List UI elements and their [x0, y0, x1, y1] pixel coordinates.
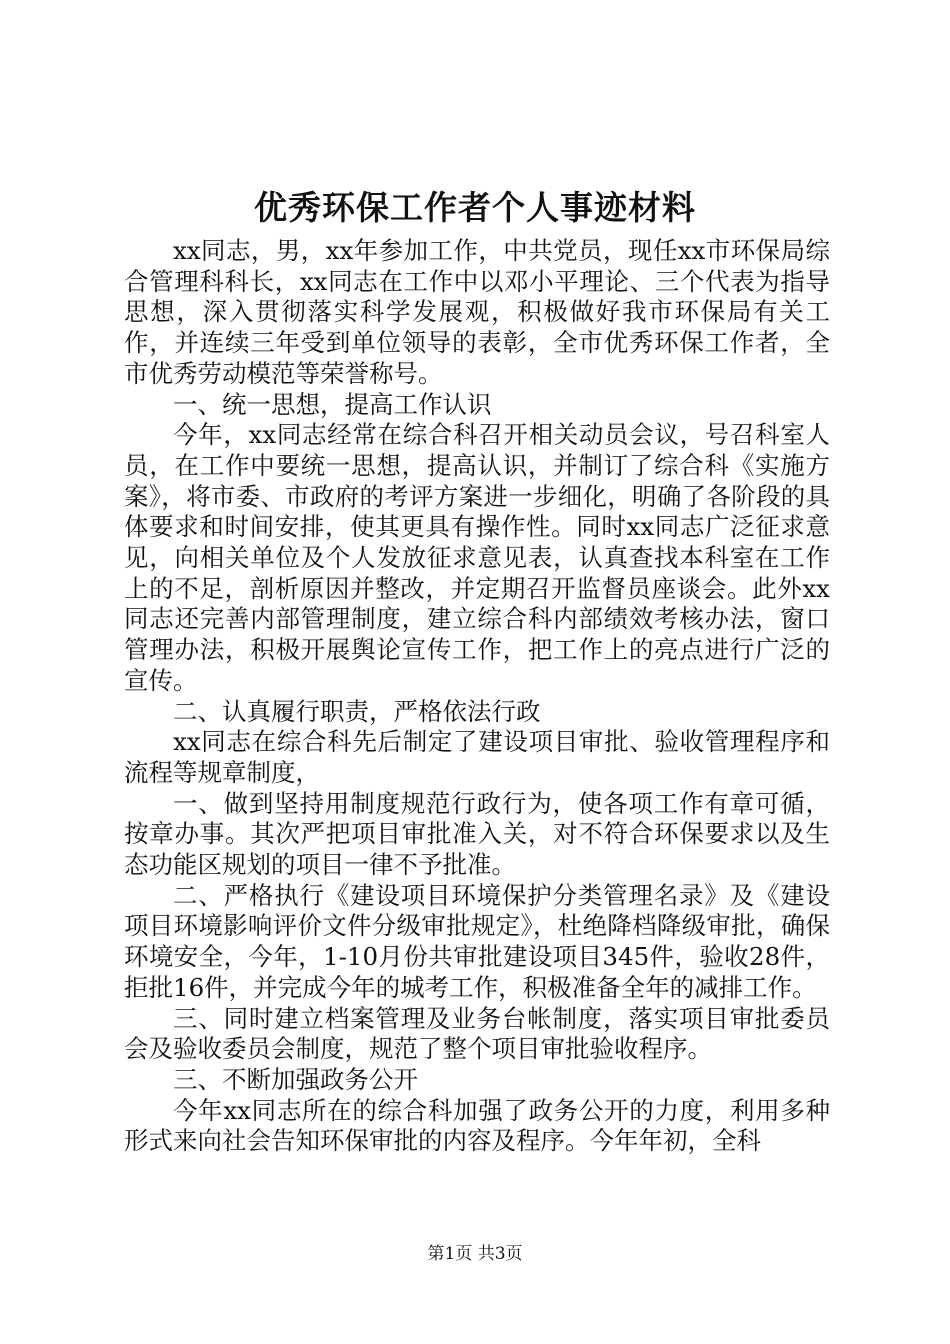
section-heading-2: 二、认真履行职责，严格依法行政 [173, 696, 541, 726]
section-heading-3: 三、不断加强政务公开 [173, 1064, 418, 1094]
document-title: 优秀环保工作者个人事迹材料 [254, 188, 696, 227]
document-body [124, 236, 830, 1157]
paragraph-section-1: 今年，xx同志经常在综合科召开相关动员会议，号召科室人员，在工作中要统一思想，提高认识，并制订了综合科《实施方案》，将市委、市政府的考评方案进一步细化，明确了各阶段的具体要求和时间安排，使其更具有操作性。同时xx同志广泛征求意见，向相关单位及个人发放征求意见表，认真查找本科室在工作上的不足，剖析原因并整改，并定期召开监督员座谈会。此外xx同志还完善内部管理制度，建立综合科内部绩效考核办法，窗口管理办法，积极开展舆论宣传工作，把工作上的亮点进行广泛的宣传。 [124, 420, 830, 695]
paragraph-section-2-item-1: 一、做到坚持用制度规范行政行为，使各项工作有章可循，按章办事。其次严把项目审批准入关，对不符合环保要求以及生态功能区规划的项目一律不予批准。 [124, 788, 830, 880]
paragraph-section-3: 今年xx同志所在的综合科加强了政务公开的力度，利用多种形式来向社会告知环保审批的内容及程序。今年年初，全科 [124, 1095, 830, 1156]
paragraph-section-2-item-2: 二、严格执行《建设项目环境保护分类管理名录》及《建设项目环境影响评价文件分级审批规定》，杜绝降档降级审批，确保环境安全，今年，1-10月份共审批建设项目345件，验收28件，拒批16件，并完成今年的城考工作，积极准备全年的减排工作。 [124, 880, 830, 1002]
section-heading-1: 一、统一思想，提高工作认识 [173, 389, 492, 419]
paragraph-section-2-intro: xx同志在综合科先后制定了建设项目审批、验收管理程序和流程等规章制度， [124, 727, 830, 787]
paragraph-section-2-item-3: 三、同时建立档案管理及业务台帐制度，落实项目审批委员会及验收委员会制度，规范了整个项目审批验收程序。 [124, 1003, 830, 1064]
paragraph-intro: xx同志，男，xx年参加工作，中共党员，现任xx市环保局综合管理科科长，xx同志在工作中以邓小平理论、三个代表为指导思想，深入贯彻落实科学发展观，积极做好我市环保局有关工作，并连续三年受到单位领导的表彰，全市优秀环保工作者，全市优秀劳动模范等荣誉称号。 [124, 236, 830, 388]
page-number-footer: 第1页 共3页 [427, 1244, 523, 1264]
